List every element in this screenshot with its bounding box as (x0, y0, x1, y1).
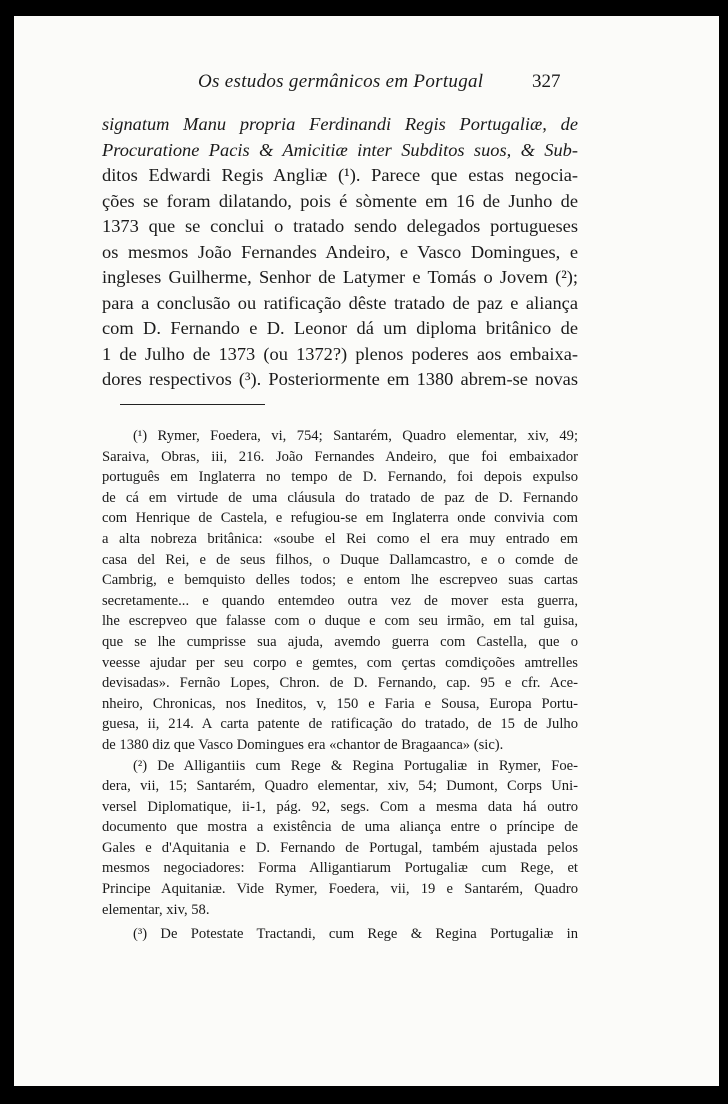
footnote-line: Cambrig, e bemquisto delles todos; e entom lhe escrepveo suas cartas (102, 572, 578, 589)
text-line: ingleses Guilherme, Senhor de Latymer e Tomás o Jovem (²); (102, 267, 578, 287)
footnote-line: casa del Rei, e de seus filhos, o Duque Dallamcastro, e o comde de (102, 551, 578, 568)
footnote-line: que se lhe cumprisse sua ajuda, avemdo guerra com Castella, que o (102, 633, 578, 650)
text-line: ções se foram dilatando, pois é sòmente em 16 de Junho de (102, 190, 578, 211)
footnote-line: guesa, ii, 214. A carta patente de ratificação do tratado, de 15 de Julho (102, 716, 578, 733)
footnote-line: a alta nobreza britânica: «soube el Rei como el era muy entrado em (102, 530, 578, 547)
footnote-line: elementar, xiv, 58. (102, 901, 210, 918)
footnote-line: de cá em virtude de uma cláusula do tratado de paz de D. Fernando (102, 489, 578, 506)
text-line: ditos Edwardi Regis Angliæ (¹). Parece que estas negocia- (102, 165, 578, 185)
footnote-line: secretamente... e quando entemdeo outra vez de mover esta guerra, (102, 592, 578, 609)
footnote-line: de 1380 diz que Vasco Domingues era «chantor de Bragaanca» (sic). (102, 736, 504, 753)
footnote-line: dera, vii, 15; Santarém, Quadro elementar, xiv, 54; Dumont, Corps Uni- (102, 778, 578, 795)
text-line: com D. Fernando e D. Leonor dá um diploma britânico de (102, 318, 578, 338)
footnote-line: lhe escrepveo que falasse com o duque e com seu irmão, em tal guisa, (102, 613, 578, 630)
text-line: 1373 que se conclui o tratado sendo delegados portugueses (102, 216, 578, 236)
footnote-line: com Henrique de Castela, e refugiou-se em Inglaterra onde convivia com (102, 510, 578, 527)
footnote-line: devisadas». Fernão Lopes, Chron. de D. Fernando, cap. 95 e cfr. Ace- (102, 675, 578, 692)
text-line: 1 de Julho de 1373 (ou 1372?) plenos poderes aos embaixa- (102, 343, 578, 364)
text-line: dores respectivos (³). Posteriormente em 1380 abrem-se novas (102, 369, 578, 389)
footnote-line: Principe Aquitaniæ. Vide Rymer, Foedera, vii, 19 e Santarém, Quadro (102, 881, 578, 898)
footnote-line: versel Diplomatique, ii-1, pág. 92, segs. Com a mesma data há outro (102, 798, 578, 815)
text-line: os mesmos João Fernandes Andeiro, e Vasco Domingues, e (102, 241, 578, 262)
main-text (102, 112, 578, 393)
footnote-divider (120, 404, 265, 405)
footnote-line: Gales e d'Aquitania e D. Fernando de Portugal, também ajustada pelos (102, 839, 578, 856)
footnote-line: (²) De Alligantiis cum Rege & Regina Portugaliæ in Rymer, Foe- (133, 757, 578, 774)
book-page (14, 16, 719, 1086)
page-number: 327 (532, 71, 561, 92)
text-line: para a conclusão ou ratificação dêste tratado de paz e aliança (102, 292, 578, 313)
text-line: Procuratione Pacis & Amicitiæ inter Subditos suos, & Sub- (102, 139, 578, 160)
footnote-line: veesse ajudar per seu corpo e gemtes, com çertas comdiçoões amtrelles (102, 654, 578, 671)
footnote-line: Saraiva, Obras, iii, 216. João Fernandes Andeiro, que foi embaixador (102, 448, 578, 465)
footnote-line: (³) De Potestate Tractandi, cum Rege & Regina Portugaliæ in (133, 926, 578, 943)
running-title: Os estudos germânicos em Portugal (198, 71, 484, 92)
footnotes (102, 426, 578, 945)
footnote-line: mesmos negociadores: Forma Alligantiarum Portugaliæ cum Rege, et (102, 860, 578, 877)
page-header (14, 71, 719, 99)
text-line: signatum Manu propria Ferdinandi Regis Portugaliæ, de (102, 114, 578, 134)
footnote-line: documento que mostra a existência de uma aliança entre o príncipe de (102, 819, 578, 836)
footnote-line: nheiro, Chronicas, nos Ineditos, v, 150 e Faria e Sousa, Europa Portu- (102, 695, 578, 712)
footnote-line: português em Inglaterra no tempo de D. Fernando, foi depois expulso (102, 469, 578, 486)
footnote-line: (¹) Rymer, Foedera, vi, 754; Santarém, Quadro elementar, xiv, 49; (133, 428, 578, 444)
